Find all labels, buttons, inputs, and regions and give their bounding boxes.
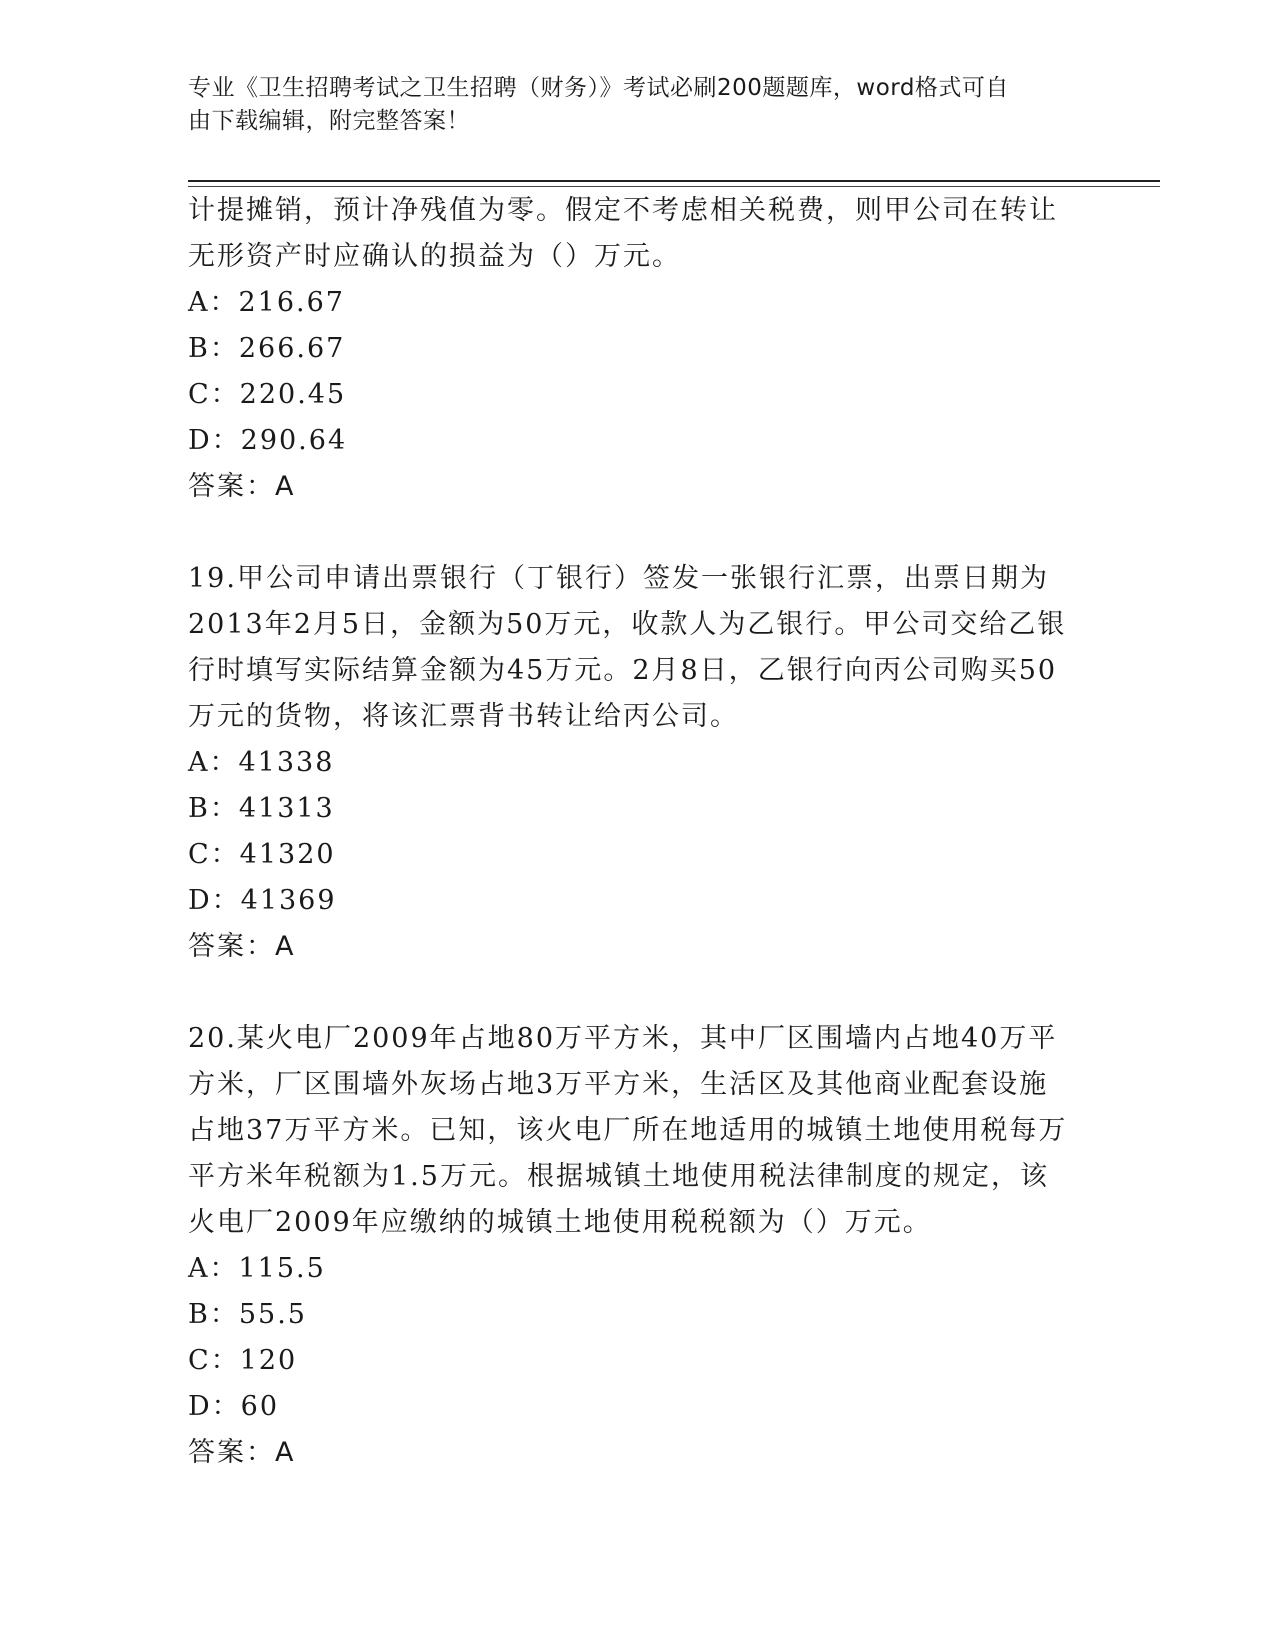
question-19	[188, 556, 1088, 970]
option-a: A：115.5	[188, 1253, 326, 1284]
header-divider-thin	[188, 186, 1160, 187]
question-list	[188, 188, 1088, 1476]
question-20	[188, 1016, 1088, 1476]
option-c: C：41320	[188, 839, 336, 870]
question-spacer	[188, 970, 1088, 1016]
header-title-line-1: 专业《卫生招聘考试之卫生招聘（财务）》考试必刷200题题库，word格式可自	[188, 75, 1009, 101]
question-text-line: 方米，厂区围墙外灰场占地3万平方米，生活区及其他商业配套设施	[188, 1069, 1049, 1100]
option-d: D：60	[188, 1391, 280, 1422]
question-text-line: 行时填写实际结算金额为45万元。2月8日，乙银行向丙公司购买50	[188, 655, 1058, 686]
question-text-line: 平方米年税额为1.5万元。根据城镇土地使用税法律制度的规定，该	[188, 1161, 1049, 1192]
header-divider-thick	[188, 180, 1160, 182]
option-b: B：41313	[188, 793, 335, 824]
answer-line: 答案：A	[188, 471, 296, 502]
document-header	[188, 72, 1088, 138]
question-text-line: 万元的货物，将该汇票背书转让给丙公司。	[188, 701, 739, 732]
question-text-line: 占地37万平方米。已知，该火电厂所在地适用的城镇土地使用税每万	[188, 1115, 1068, 1146]
option-b: B：266.67	[188, 333, 346, 364]
option-c: C：120	[188, 1345, 298, 1376]
option-b: B：55.5	[188, 1299, 307, 1330]
answer-line: 答案：A	[188, 931, 296, 962]
question-text-line: 2013年2月5日，金额为50万元，收款人为乙银行。甲公司交给乙银	[188, 609, 1067, 640]
header-title-line-2: 由下载编辑，附完整答案！	[188, 108, 470, 134]
option-a: A：41338	[188, 747, 335, 778]
question-text-line: 火电厂2009年应缴纳的城镇土地使用税税额为（）万元。	[188, 1207, 932, 1238]
option-a: A：216.67	[188, 287, 345, 318]
option-d: D：290.64	[188, 425, 348, 456]
answer-line: 答案：A	[188, 1437, 296, 1468]
question-text-line: 无形资产时应确认的损益为（）万元。	[188, 241, 681, 272]
question-text-line: 20.某火电厂2009年占地80万平方米，其中厂区围墙内占地40万平	[188, 1023, 1058, 1054]
option-d: D：41369	[188, 885, 337, 916]
question-spacer	[188, 510, 1088, 556]
question-text-line: 19.甲公司申请出票银行（丁银行）签发一张银行汇票，出票日期为	[188, 563, 1049, 594]
question-18	[188, 188, 1088, 510]
question-text-line: 计提摊销，预计净残值为零。假定不考虑相关税费，则甲公司在转让	[188, 195, 1058, 226]
option-c: C：220.45	[188, 379, 347, 410]
